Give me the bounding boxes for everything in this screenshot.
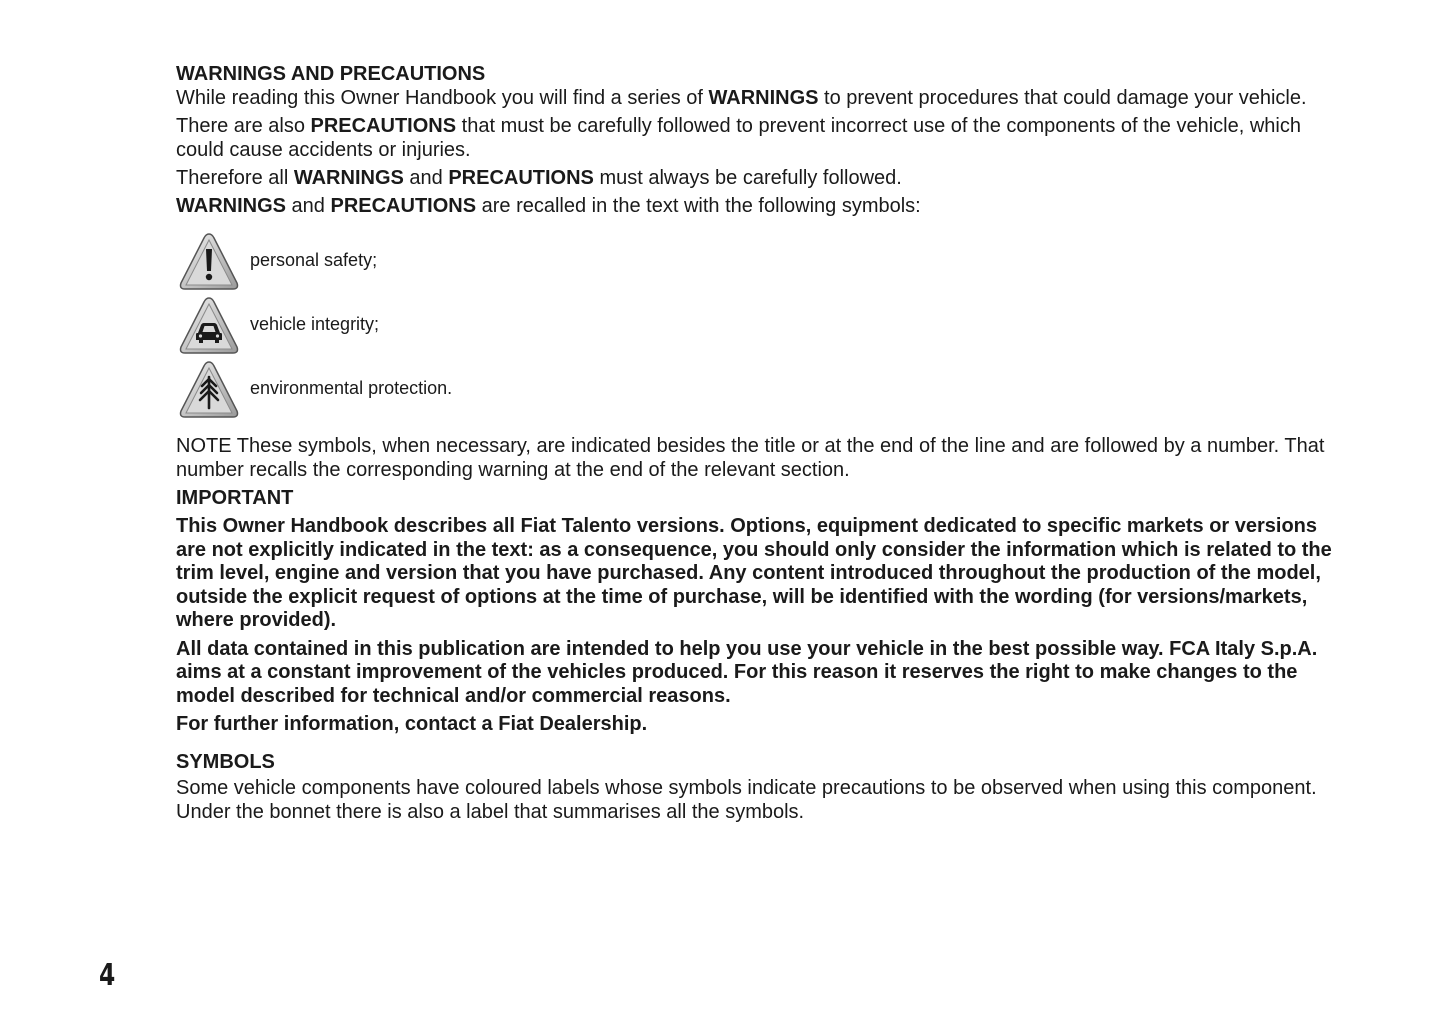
warnings-paragraph-3: Therefore all WARNINGS and PRECAUTIONS must always be carefully followed. bbox=[176, 167, 902, 189]
warnings-paragraph-4: WARNINGS and PRECAUTIONS are recalled in the text with the following symbols: bbox=[176, 195, 921, 217]
symbol-row-personal-safety bbox=[176, 230, 1336, 294]
symbol-row-environmental-protection bbox=[176, 358, 1336, 422]
warning-symbols-list bbox=[176, 230, 1336, 422]
symbols-heading: SYMBOLS bbox=[176, 750, 275, 773]
symbol-row-vehicle-integrity bbox=[176, 294, 1336, 358]
warnings-paragraph-1: While reading this Owner Handbook you will find a series of WARNINGS to prevent procedures that could damage your vehicle. bbox=[176, 87, 1307, 109]
important-paragraph-3: For further information, contact a Fiat Dealership. bbox=[176, 713, 648, 735]
important-paragraph-1: This Owner Handbook describes all Fiat Talento versions. Options, equipment dedicated to specific markets or versions are not explicitly indicated in the text: as a consequence, you should only consider the information which is related to the trim level, engine and version that you have purchased. Any content introduced throughout the production of the model, outside the explicit request of options at the time of purchase, will be identified with the wording (for versions/markets, where provided). bbox=[176, 515, 1332, 631]
symbols-paragraph: Some vehicle components have coloured labels whose symbols indicate precautions to be observed when using this component. Under the bonnet there is also a label that summarises all the symbols. bbox=[176, 776, 1317, 823]
vehicle-integrity-warning-icon bbox=[178, 295, 240, 357]
important-paragraph-2: All data contained in this publication are intended to help you use your vehicle in the best possible way. FCA Italy S.p.A. aims at a constant improvement of the vehicles produced. For this reason it reserves the right to make changes to the model described for technical and/or commercial reasons. bbox=[176, 637, 1318, 707]
symbol-label: vehicle integrity; bbox=[250, 314, 380, 334]
warnings-heading: WARNINGS AND PRECAUTIONS bbox=[176, 63, 486, 85]
page-content bbox=[176, 62, 1336, 828]
symbol-label: environmental protection. bbox=[250, 378, 453, 398]
personal-safety-warning-icon bbox=[178, 231, 240, 293]
page-number: 4 bbox=[99, 958, 116, 993]
symbol-label: personal safety; bbox=[250, 250, 378, 270]
warnings-paragraph-2: There are also PRECAUTIONS that must be carefully followed to prevent incorrect use of the components of the vehicle, which could cause accidents or injuries. bbox=[176, 115, 1301, 161]
environmental-protection-warning-icon bbox=[178, 359, 240, 421]
section-spacer bbox=[176, 742, 1336, 750]
important-heading: IMPORTANT bbox=[176, 487, 294, 509]
note-paragraph: NOTE These symbols, when necessary, are indicated besides the title or at the end of the line and are followed by a number. That number recalls the corresponding warning at the end of the relevant section. bbox=[176, 435, 1325, 481]
